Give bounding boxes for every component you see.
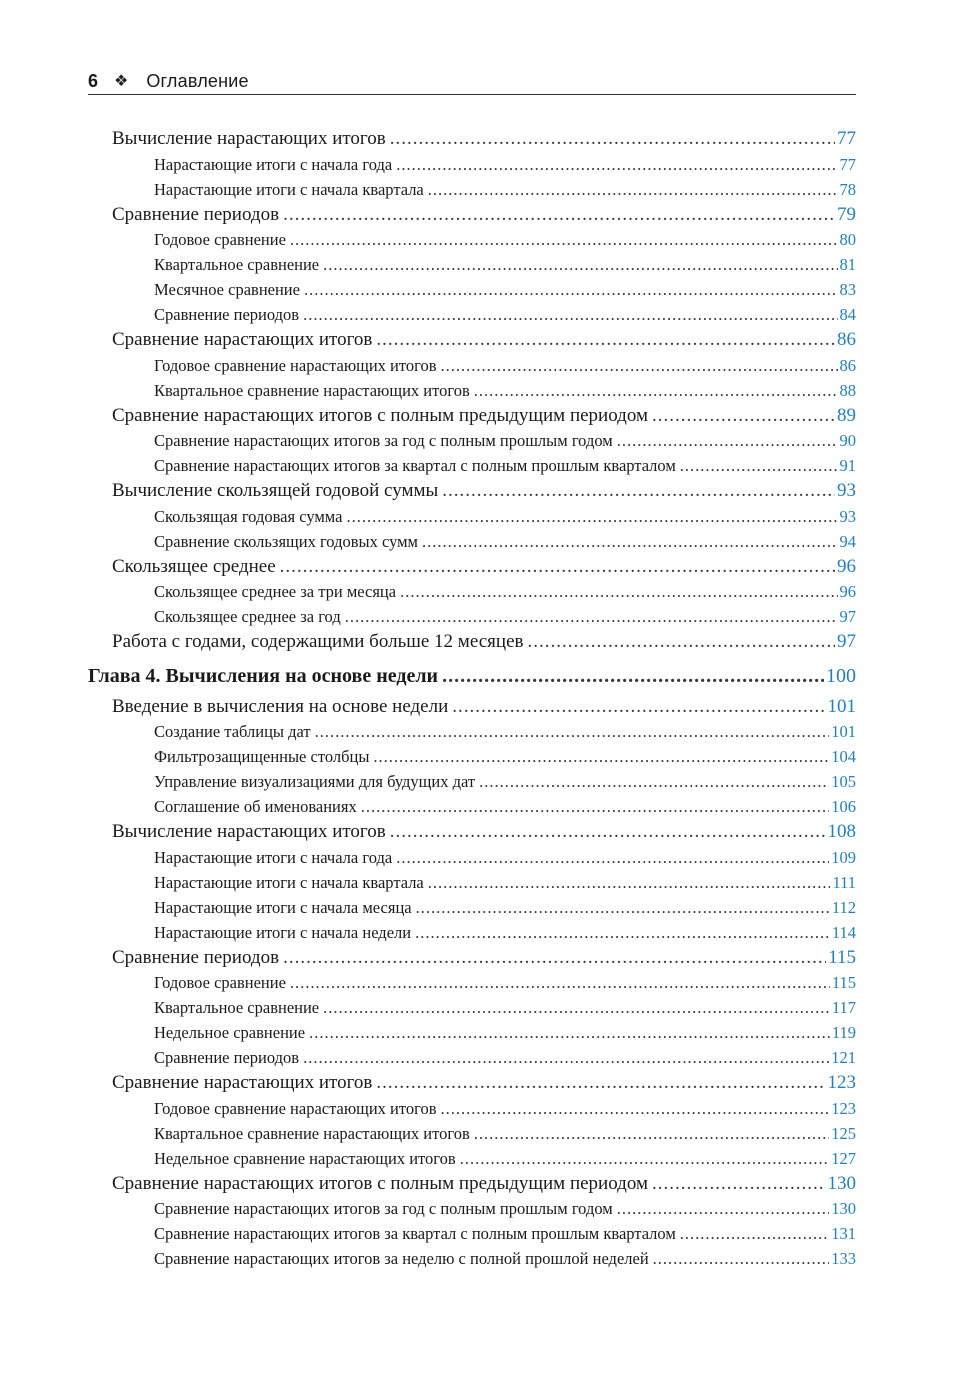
toc-entry-title: Сравнение нарастающих итогов <box>112 1072 373 1093</box>
toc-page-number[interactable]: 112 <box>831 897 856 917</box>
toc-page-number[interactable]: 96 <box>837 555 856 577</box>
toc-subsection[interactable] <box>154 604 856 629</box>
dot-leader <box>315 719 830 744</box>
toc-page-number[interactable]: 105 <box>831 772 856 791</box>
toc-section[interactable] <box>112 403 856 429</box>
toc-page-number[interactable]: 89 <box>837 404 856 426</box>
toc-subsection[interactable] <box>154 428 856 453</box>
toc-subsection[interactable] <box>154 1196 856 1221</box>
toc-page-number[interactable]: 109 <box>831 847 856 867</box>
toc-entry-title: Управление визуализациями для будущих дат <box>154 772 476 791</box>
toc-page-number[interactable]: 93 <box>839 506 856 526</box>
toc-entry-title: Вычисление нарастающих итогов <box>112 821 386 842</box>
dot-leader <box>479 769 829 794</box>
toc-entry-title: Годовое сравнение <box>154 973 286 992</box>
page-number: 6 <box>88 70 99 91</box>
dot-leader <box>442 478 835 504</box>
toc-page-number[interactable]: 119 <box>831 1023 856 1042</box>
toc-entry-title: Работа с годами, содержащими больше 12 месяцев <box>112 631 524 652</box>
toc-subsection[interactable] <box>154 277 856 302</box>
toc-subsection[interactable] <box>154 353 856 378</box>
toc-entry-title: Квартальное сравнение нарастающих итогов <box>154 1123 470 1143</box>
toc-entry-title: Введение в вычисления на основе недели <box>112 695 449 717</box>
dot-leader <box>290 227 838 252</box>
dot-leader <box>617 428 838 453</box>
dot-leader <box>283 202 835 228</box>
toc-entry-title: Недельное сравнение нарастающих итогов <box>154 1148 456 1168</box>
toc-subsection[interactable] <box>154 995 856 1020</box>
dot-leader <box>428 870 831 895</box>
toc-page-number[interactable]: 81 <box>839 255 856 274</box>
toc-subsection[interactable] <box>154 1146 856 1171</box>
toc-section[interactable] <box>112 819 856 845</box>
toc-subsection[interactable] <box>154 769 856 794</box>
toc-entry-title: Годовое сравнение нарастающих итогов <box>154 1098 437 1118</box>
toc-subsection[interactable] <box>154 794 856 819</box>
toc-entry-title: Годовое сравнение <box>154 230 286 249</box>
toc-entry-title: Сравнение нарастающих итогов за квартал с полным прошлым кварталом <box>154 1224 676 1243</box>
dot-leader <box>280 554 835 580</box>
toc-section[interactable] <box>112 629 856 655</box>
dot-leader <box>309 1020 830 1045</box>
toc-section[interactable] <box>112 202 856 228</box>
dot-leader <box>460 1146 830 1171</box>
toc-subsection[interactable] <box>154 1221 856 1246</box>
toc-entry-title: Сравнение периодов <box>112 946 280 968</box>
toc-page-number[interactable]: 100 <box>826 664 856 687</box>
dot-leader <box>441 353 838 378</box>
dot-leader <box>290 970 830 995</box>
dot-leader <box>323 995 830 1020</box>
toc-entry-title: Сравнение нарастающих итогов за квартал с полным прошлым кварталом <box>154 456 676 475</box>
table-of-contents <box>88 126 856 1271</box>
dot-leader <box>396 845 829 870</box>
toc-entry-title: Сравнение периодов <box>112 203 280 225</box>
toc-entry-title: Глава 4. Вычисления на основе недели <box>88 664 439 687</box>
dot-leader <box>441 1096 830 1121</box>
toc-section[interactable] <box>112 478 856 504</box>
toc-page-number[interactable]: 133 <box>831 1249 856 1268</box>
toc-entry-title: Скользящее среднее <box>112 555 276 577</box>
toc-page-number[interactable]: 117 <box>831 998 856 1017</box>
toc-subsection[interactable] <box>154 744 856 769</box>
toc-chapter[interactable] <box>88 660 856 693</box>
toc-entry-title: Сравнение периодов <box>154 1048 300 1067</box>
toc-subsection[interactable] <box>154 895 856 920</box>
toc-page-number[interactable]: 90 <box>839 431 856 450</box>
toc-entry-title: Нарастающие итоги с начала квартала <box>154 179 424 199</box>
toc-page-number[interactable]: 111 <box>832 872 856 892</box>
dot-leader <box>680 453 838 478</box>
dot-leader <box>474 378 838 403</box>
dot-leader <box>303 1045 829 1070</box>
toc-subsection[interactable] <box>154 970 856 995</box>
dot-leader <box>527 629 835 655</box>
toc-subsection[interactable] <box>154 1045 856 1070</box>
toc-section[interactable] <box>112 126 856 152</box>
dot-leader <box>396 152 837 177</box>
toc-entry-title: Фильтрозащищенные столбцы <box>154 747 370 766</box>
toc-page-number[interactable]: 86 <box>839 355 856 375</box>
dot-leader <box>653 1246 830 1271</box>
toc-section[interactable] <box>112 694 856 720</box>
dot-leader <box>323 252 837 277</box>
toc-section[interactable] <box>112 1070 856 1096</box>
toc-page-number[interactable]: 108 <box>827 821 856 842</box>
dot-leader <box>345 604 838 629</box>
dot-leader <box>390 819 826 845</box>
dot-leader <box>376 327 835 353</box>
toc-page-number[interactable]: 115 <box>831 973 856 992</box>
toc-page-number[interactable]: 127 <box>831 1148 856 1168</box>
dot-leader <box>474 1121 830 1146</box>
toc-page-number[interactable]: 130 <box>827 1172 856 1194</box>
dot-leader <box>376 1070 825 1096</box>
toc-entry-title: Нарастающие итоги с начала недели <box>154 922 412 942</box>
toc-page-number[interactable]: 94 <box>839 531 856 551</box>
toc-page-number[interactable]: 97 <box>837 631 856 652</box>
toc-entry-title: Сравнение нарастающих итогов за неделю с полной прошлой неделей <box>154 1249 649 1268</box>
toc-entry-title: Сравнение нарастающих итогов за год с полным прошлым годом <box>154 1199 613 1218</box>
dot-leader <box>452 694 825 720</box>
toc-page-number[interactable]: 91 <box>839 456 856 475</box>
dot-leader <box>346 504 837 529</box>
dot-leader <box>652 403 835 429</box>
toc-subsection[interactable] <box>154 177 856 202</box>
toc-entry-title: Нарастающие итоги с начала года <box>154 847 393 867</box>
toc-subsection[interactable] <box>154 1121 856 1146</box>
toc-entry-title: Нарастающие итоги с начала квартала <box>154 872 424 892</box>
dot-leader <box>283 945 826 971</box>
toc-section[interactable] <box>112 554 856 580</box>
dot-leader <box>428 177 838 202</box>
toc-subsection[interactable] <box>154 1096 856 1121</box>
dot-leader <box>415 920 830 945</box>
toc-entry-title: Сравнение скользящих годовых сумм <box>154 531 418 551</box>
toc-entry-title: Сравнение нарастающих итогов за год с полным прошлым годом <box>154 431 613 450</box>
toc-subsection[interactable] <box>154 920 856 945</box>
toc-page-number[interactable]: 131 <box>831 1224 856 1243</box>
toc-page-number[interactable]: 79 <box>837 203 856 225</box>
toc-entry-title: Квартальное сравнение <box>154 998 320 1017</box>
dot-leader <box>373 744 829 769</box>
toc-page-number[interactable]: 101 <box>831 722 856 741</box>
toc-entry-title: Квартальное сравнение <box>154 255 320 274</box>
toc-entry-title: Сравнение нарастающих итогов с полным предыдущим периодом <box>112 404 648 426</box>
toc-entry-title: Вычисление скользящей годовой суммы <box>112 480 439 501</box>
toc-page-number[interactable]: 125 <box>831 1123 856 1143</box>
toc-entry-title: Годовое сравнение нарастающих итогов <box>154 355 437 375</box>
toc-page-number[interactable]: 80 <box>839 230 856 249</box>
toc-page-number[interactable]: 77 <box>839 154 856 174</box>
toc-page-number[interactable]: 101 <box>827 695 856 717</box>
toc-subsection[interactable] <box>154 453 856 478</box>
toc-subsection[interactable] <box>154 579 856 604</box>
toc-entry-title: Сравнение нарастающих итогов с полным предыдущим периодом <box>112 1172 648 1194</box>
toc-section[interactable] <box>112 327 856 353</box>
toc-entry-title: Вычисление нарастающих итогов <box>112 128 386 149</box>
toc-page-number[interactable]: 83 <box>839 280 856 299</box>
toc-subsection[interactable] <box>154 252 856 277</box>
toc-page-number[interactable]: 130 <box>831 1199 856 1218</box>
dot-leader <box>361 794 830 819</box>
toc-subsection[interactable] <box>154 504 856 529</box>
dot-leader <box>680 1221 829 1246</box>
toc-page-number[interactable]: 115 <box>828 946 856 968</box>
toc-entry-title: Сравнение периодов <box>154 305 300 324</box>
toc-entry-title: Месячное сравнение <box>154 280 300 299</box>
toc-entry-title: Квартальное сравнение нарастающих итогов <box>154 380 470 400</box>
dot-leader <box>617 1196 830 1221</box>
toc-page-number[interactable]: 77 <box>837 128 856 149</box>
dot-leader <box>304 277 838 302</box>
dot-leader <box>652 1171 826 1197</box>
dot-leader <box>416 895 830 920</box>
toc-subsection[interactable] <box>154 1246 856 1271</box>
running-title: Оглавление <box>146 70 249 91</box>
toc-entry-title: Скользящее среднее за три месяца <box>154 582 397 601</box>
toc-page-number[interactable]: 106 <box>831 797 856 816</box>
toc-subsection[interactable] <box>154 719 856 744</box>
toc-subsection[interactable] <box>154 227 856 252</box>
toc-entry-title: Нарастающие итоги с начала месяца <box>154 897 412 917</box>
toc-subsection[interactable] <box>154 302 856 327</box>
dot-leader <box>422 529 838 554</box>
dot-leader <box>400 579 837 604</box>
dot-leader <box>390 126 835 152</box>
toc-entry-title: Нарастающие итоги с начала года <box>154 154 393 174</box>
ornament-icon: ❖ <box>114 73 129 90</box>
toc-subsection[interactable] <box>154 870 856 895</box>
toc-subsection[interactable] <box>154 152 856 177</box>
toc-page-number[interactable]: 96 <box>839 582 856 601</box>
toc-subsection[interactable] <box>154 845 856 870</box>
toc-entry-title: Соглашение об именованиях <box>154 797 357 816</box>
dot-leader <box>303 302 837 327</box>
toc-page-number[interactable]: 93 <box>837 480 856 501</box>
toc-page-number[interactable]: 123 <box>827 1072 856 1093</box>
toc-page-number[interactable]: 86 <box>837 329 856 350</box>
toc-entry-title: Скользящее среднее за год <box>154 607 341 626</box>
toc-subsection[interactable] <box>154 1020 856 1045</box>
toc-entry-title: Недельное сравнение <box>154 1023 306 1042</box>
toc-page-number[interactable]: 88 <box>839 380 856 400</box>
dot-leader <box>442 660 824 693</box>
toc-page-number[interactable]: 97 <box>839 607 856 626</box>
toc-entry-title: Сравнение нарастающих итогов <box>112 329 373 350</box>
toc-page-number[interactable]: 104 <box>831 747 856 766</box>
toc-page-number[interactable]: 84 <box>839 305 856 324</box>
toc-page-number[interactable]: 114 <box>831 922 856 942</box>
toc-subsection[interactable] <box>154 378 856 403</box>
toc-page-number[interactable]: 121 <box>831 1048 856 1067</box>
toc-subsection[interactable] <box>154 529 856 554</box>
toc-page-number[interactable]: 123 <box>831 1098 856 1118</box>
toc-entry-title: Создание таблицы дат <box>154 722 311 741</box>
page-header <box>88 68 856 95</box>
toc-section[interactable] <box>112 945 856 971</box>
toc-entry-title: Скользящая годовая сумма <box>154 506 343 526</box>
toc-page-number[interactable]: 78 <box>839 179 856 199</box>
toc-section[interactable] <box>112 1171 856 1197</box>
